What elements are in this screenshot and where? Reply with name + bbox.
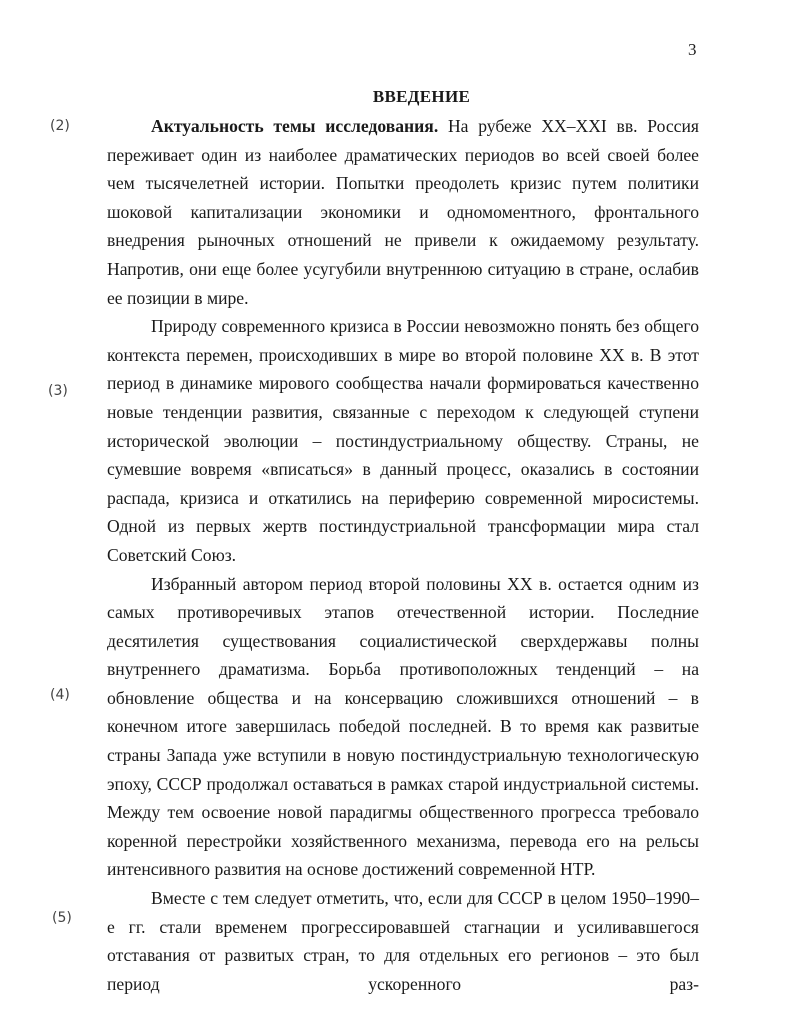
paragraph-text: Вместе с тем следует отметить, что, если для СССР в целом 1950–1990–е гг. стали временем прогрессировавшей стагнации и усиливавшегося отставания от развитых стран, то для отдельных его регионов – это был период ускоренного раз- bbox=[107, 888, 699, 994]
margin-mark: (5) bbox=[52, 910, 72, 926]
paragraph-lead: Актуальность темы исследования. bbox=[151, 116, 439, 136]
page-number: 3 bbox=[688, 40, 697, 59]
margin-mark: (2) bbox=[50, 118, 70, 134]
paragraph-2 bbox=[107, 312, 699, 569]
margin-mark: (3) bbox=[48, 383, 68, 399]
body-text bbox=[107, 112, 699, 998]
paragraph-text: На рубеже XX–XXI вв. Россия переживает один из наиболее драматических периодов во всей своей более чем тысячелетней истории. Попытки преодолеть кризис путем политики шоковой капитализации экономики и одномоментного, фронтального внедрения рыночных отношений не привели к ожидаемому результату. Напротив, они еще более усугубили внутреннюю ситуацию в стране, ослабив ее позиции в мире. bbox=[107, 116, 699, 308]
paragraph-text: Избранный автором период второй половины XX в. остается одним из самых противоречивых этапов отечественной истории. Последние десятилетия существования социалистической сверхдержавы полны внутреннего драматизма. Борьба противоположных тенденций – на обновление общества и на консервацию сложившихся отношений – в конечном итоге завершилась победой последней. В то время как развитые страны Запада уже вступили в новую постиндустриальную технологическую эпоху, СССР продолжал оставаться в рамках старой индустриальной системы. Между тем освоение новой парадигмы общественного прогресса требовало коренной перестройки хозяйственного механизма, перевода его на рельсы интенсивного развития на основе достижений современной НТР. bbox=[107, 573, 699, 880]
section-heading: ВВЕДЕНИЕ bbox=[372, 87, 471, 106]
paragraph-text: Природу современного кризиса в России невозможно понять без общего контекста перемен, происходивших в мире во второй половине XX в. В этот период в динамике мирового сообщества начали формироваться качественно новые тенденции развития, связанные с переходом к следующей ступени исторической эволюции – постиндустриальному обществу. Страны, не сумевшие вовремя «вписаться» в данный процесс, оказались в состоянии распада, кризиса и откатились на периферию современной миросистемы. Одной из первых жертв постиндустриальной трансформации мира стал Советский Союз. bbox=[107, 316, 699, 565]
paragraph-4 bbox=[107, 884, 699, 998]
paragraph-1 bbox=[107, 112, 699, 312]
margin-mark: (4) bbox=[50, 687, 70, 703]
paragraph-3 bbox=[107, 570, 699, 885]
